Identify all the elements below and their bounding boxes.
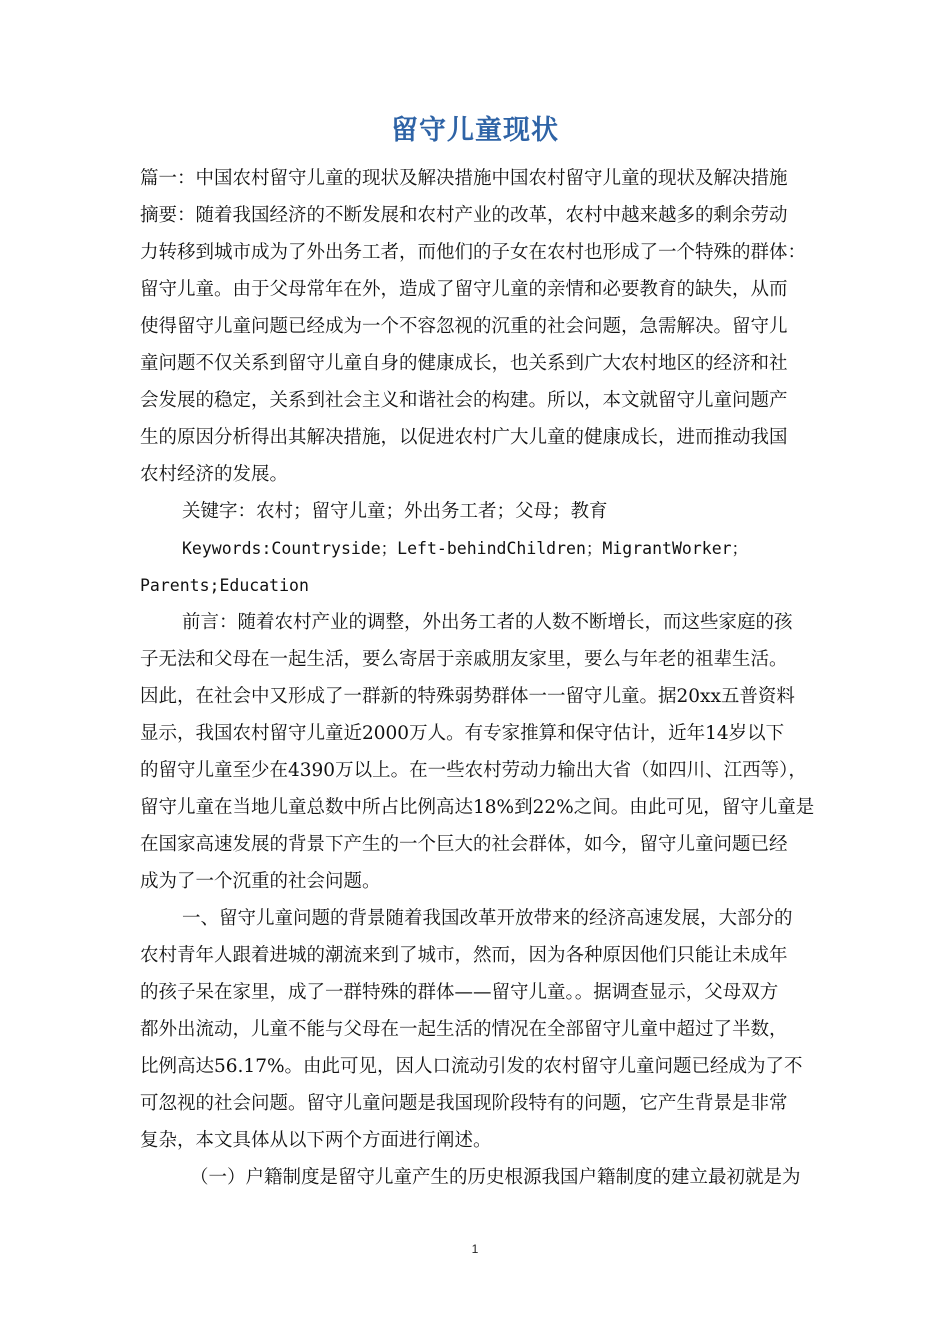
- body-line: 的留守儿童至少在4390万以上。在一些农村劳动力输出大省（如四川、江西等），: [140, 760, 807, 781]
- keywords-en-line: Keywords:Countryside；Left-behindChildren；MigrantWorker；: [182, 539, 749, 558]
- body-line: 的孩子呆在家里，成了一群特殊的群体——留守儿童。。据调查显示，父母双方: [140, 982, 779, 1003]
- body-line: 显示，我国农村留守儿童近2000万人。有专家推算和保守估计，近年14岁以下: [140, 723, 785, 744]
- body-line: 使得留守儿童问题已经成为一个不容忽视的沉重的社会问题，急需解决。留守儿: [140, 316, 788, 337]
- body-line: 比例高达56.17%。由此可见，因人口流动引发的农村留守儿童问题已经成为了不: [140, 1056, 803, 1077]
- body-line: 因此，在社会中又形成了一群新的特殊弱势群体一一留守儿童。据20xx五普资料: [140, 686, 795, 707]
- body-line: 篇一：中国农村留守儿童的现状及解决措施中国农村留守儿童的现状及解决措施: [140, 168, 788, 189]
- body-line: 力转移到城市成为了外出务工者，而他们的子女在农村也形成了一个特殊的群体：: [140, 242, 807, 263]
- body-line: 可忽视的社会问题。留守儿童问题是我国现阶段特有的问题，它产生背景是非常: [140, 1093, 788, 1114]
- body-line: 子无法和父母在一起生活，要么寄居于亲戚朋友家里，要么与年老的祖辈生活。: [140, 649, 788, 670]
- document-body: [140, 160, 815, 1196]
- body-line: 都外出流动，儿童不能与父母在一起生活的情况在全部留守儿童中超过了半数，: [140, 1019, 788, 1040]
- body-line: 生的原因分析得出其解决措施，以促进农村广大儿童的健康成长，进而推动我国: [140, 427, 788, 448]
- document-title: 留守儿童现状: [391, 115, 559, 146]
- page-number: 1: [471, 1242, 479, 1256]
- body-line: 留守儿童。由于父母常年在外，造成了留守儿童的亲情和必要教育的缺失，从而: [140, 279, 788, 300]
- body-line: 农村青年人跟着进城的潮流来到了城市，然而，因为各种原因他们只能让未成年: [140, 945, 788, 966]
- keywords-en-line: Parents;Education: [140, 576, 309, 595]
- body-line: 前言：随着农村产业的调整，外出务工者的人数不断增长，而这些家庭的孩: [182, 612, 793, 633]
- body-line: 复杂，本文具体从以下两个方面进行阐述。: [140, 1130, 492, 1151]
- body-line: 童问题不仅关系到留守儿童自身的健康成长，也关系到广大农村地区的经济和社: [140, 353, 788, 374]
- body-line: 留守儿童在当地儿童总数中所占比例高达18%到22%之间。由此可见，留守儿童是: [140, 797, 815, 818]
- body-line: 摘要：随着我国经济的不断发展和农村产业的改革，农村中越来越多的剩余劳动: [140, 205, 788, 226]
- body-line: 成为了一个沉重的社会问题。: [140, 871, 381, 892]
- body-line: 会发展的稳定，关系到社会主义和谐社会的构建。所以，本文就留守儿童问题产: [140, 390, 788, 411]
- subsection-heading-line: （一）户籍制度是留守儿童产生的历史根源我国户籍制度的建立最初就是为: [190, 1167, 801, 1188]
- keywords-cn-line: 关键字：农村；留守儿童；外出务工者；父母；教育: [182, 501, 608, 522]
- body-line: 在国家高速发展的背景下产生的一个巨大的社会群体，如今，留守儿童问题已经: [140, 834, 788, 855]
- body-line: 农村经济的发展。: [140, 464, 289, 485]
- section-heading-line: 一、留守儿童问题的背景随着我国改革开放带来的经济高速发展，大部分的: [182, 908, 793, 929]
